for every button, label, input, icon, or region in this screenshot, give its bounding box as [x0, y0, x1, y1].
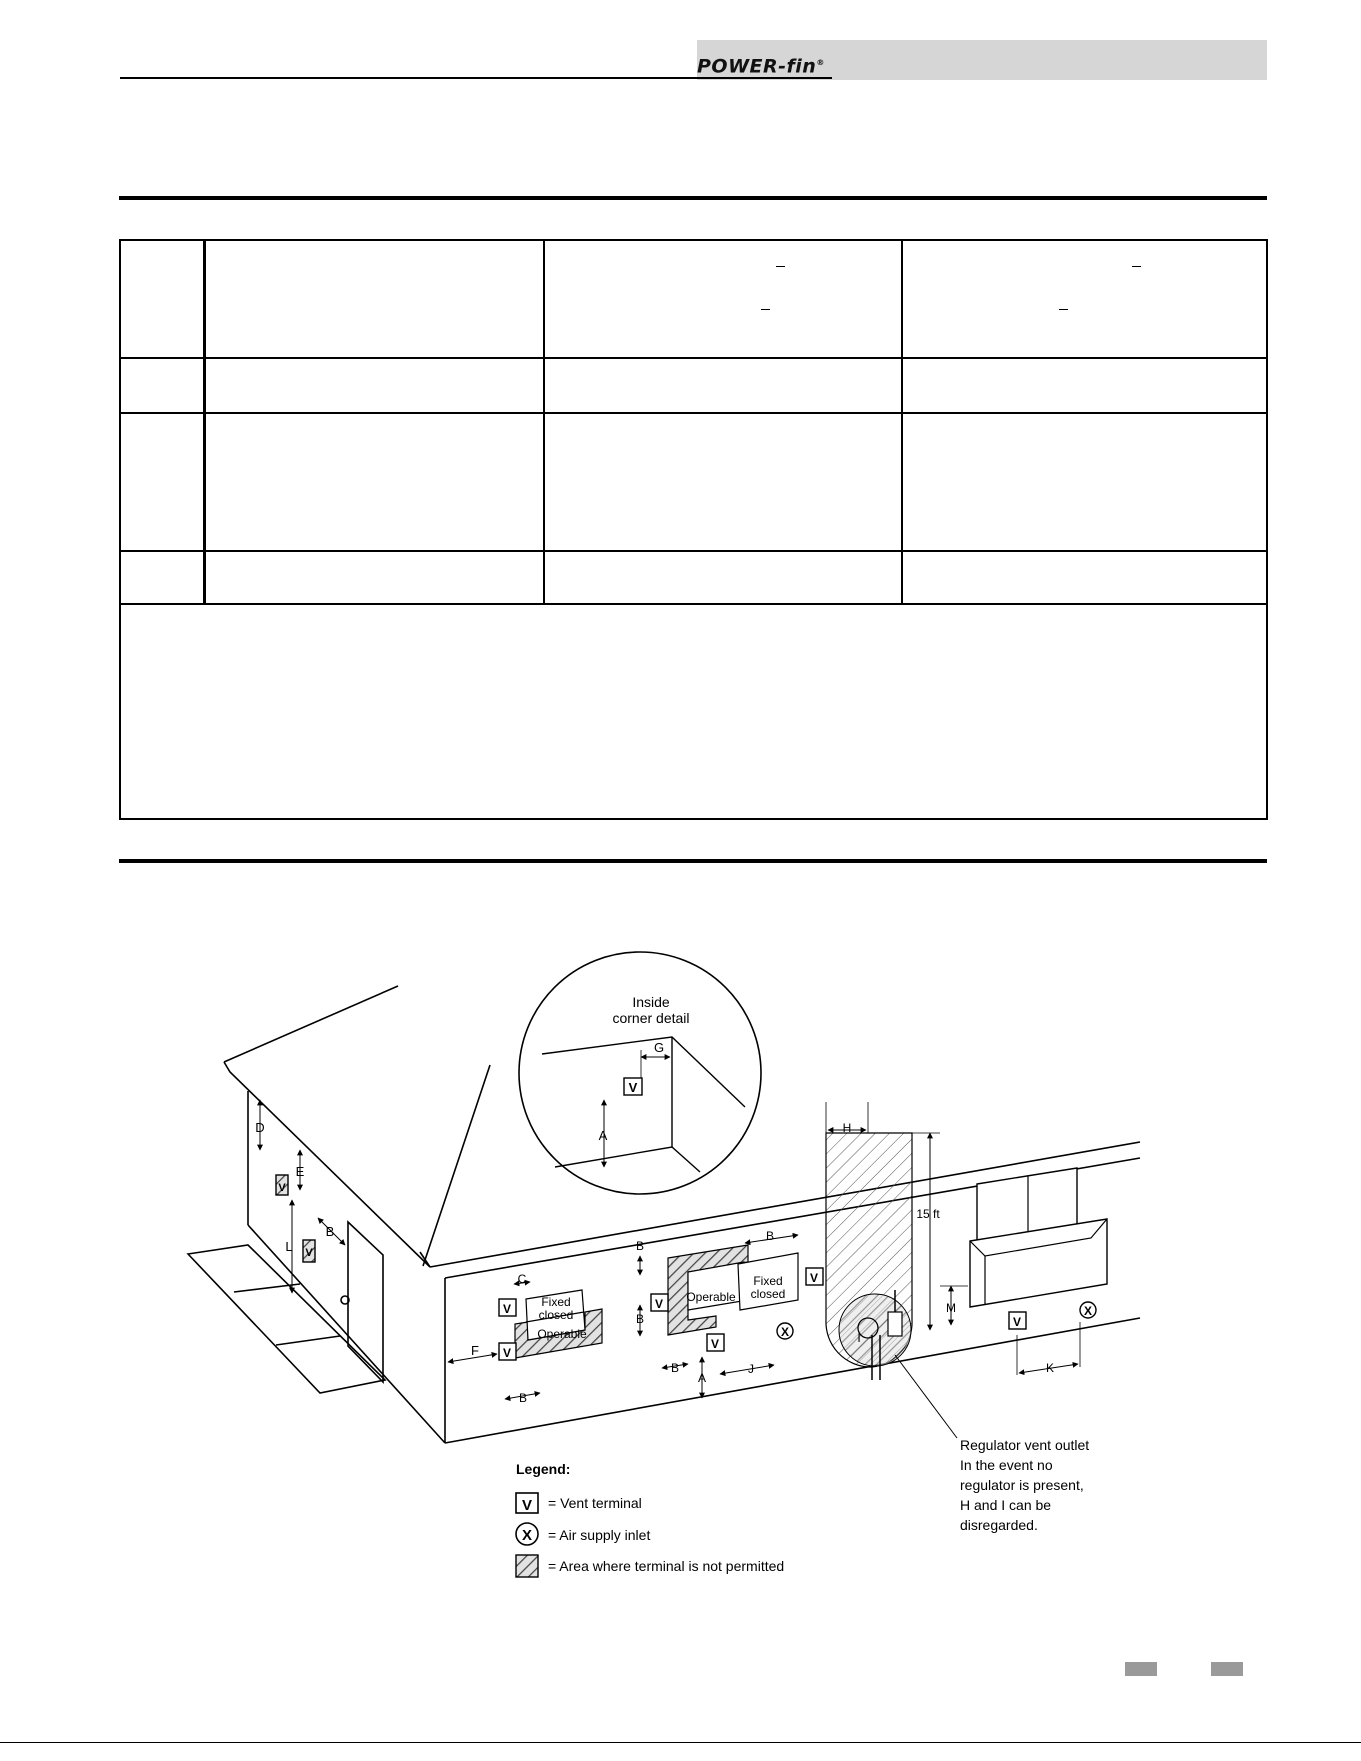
regulator-note	[960, 1437, 1089, 1533]
air-symbol: X	[1083, 1304, 1093, 1318]
label-h: H	[842, 1121, 852, 1135]
page-tab-left	[1125, 1662, 1157, 1676]
left-fixed-line2: closed	[538, 1308, 574, 1322]
regulator-note-line: regulator is present,	[960, 1477, 1084, 1493]
legend-vent-symbol: V	[521, 1497, 533, 1514]
vent-symbol: V	[809, 1271, 819, 1285]
legend-air-text: = Air supply inlet	[548, 1527, 651, 1543]
regulator-note-line: H and I can be	[960, 1497, 1052, 1513]
legend-air-symbol: X	[521, 1527, 533, 1544]
center-fixed-line1: Fixed	[753, 1274, 783, 1288]
label-f: F	[471, 1343, 479, 1358]
legend	[516, 1461, 784, 1577]
side-wall-dimensions	[255, 1100, 345, 1293]
vent-symbol: V	[654, 1297, 664, 1311]
label-b-top: B	[635, 1239, 645, 1253]
inset-title-line2: corner detail	[612, 1010, 690, 1026]
label-k: K	[1045, 1361, 1055, 1375]
label-l: L	[285, 1239, 293, 1254]
label-b-bottom: B	[670, 1361, 680, 1375]
center-operable: Operable	[686, 1290, 736, 1304]
regulator-note-line: Regulator vent outlet	[960, 1437, 1090, 1453]
right-window	[940, 1168, 1107, 1375]
bottom-rule	[0, 1742, 1361, 1743]
label-b-side: B	[325, 1224, 335, 1239]
center-fixed-line2: closed	[750, 1287, 786, 1301]
regulator-note-line: disregarded.	[960, 1517, 1038, 1533]
air-symbol: X	[780, 1325, 790, 1339]
label-m: M	[946, 1301, 956, 1315]
inside-corner-inset	[519, 952, 761, 1194]
label-a: A	[697, 1371, 707, 1385]
vent-symbol: V	[1012, 1315, 1022, 1329]
vent-symbol: V	[502, 1346, 512, 1360]
regulator-zone	[826, 1102, 957, 1438]
inset-vent-symbol: V	[628, 1080, 638, 1095]
label-d: D	[255, 1120, 265, 1135]
legend-vent-text: = Vent terminal	[548, 1495, 642, 1511]
label-e: E	[295, 1164, 305, 1179]
label-b-left: B	[518, 1391, 528, 1405]
side-vent-symbol: V	[278, 1182, 286, 1194]
label-c: C	[517, 1272, 527, 1286]
label-g: G	[653, 1040, 665, 1055]
legend-hatch-text: = Area where terminal is not permitted	[548, 1558, 785, 1574]
label-b-right: B	[765, 1229, 775, 1243]
label-b-mid: B	[635, 1312, 645, 1326]
registered-mark: ®	[816, 58, 825, 67]
label-15ft: 15 ft	[916, 1207, 940, 1221]
left-fixed-line1: Fixed	[541, 1295, 571, 1309]
legend-hatch-icon	[516, 1555, 538, 1577]
left-operable: Operable	[537, 1327, 587, 1341]
page-tab-right	[1211, 1662, 1243, 1676]
label-a-inset: A	[598, 1128, 608, 1143]
regulator-note-line: In the event no	[960, 1457, 1053, 1473]
label-i: I	[857, 1331, 861, 1345]
legend-title: Legend:	[516, 1461, 571, 1477]
label-j: J	[748, 1362, 754, 1376]
inset-title-line1: Inside	[632, 994, 670, 1010]
brand-name: POWER-fin	[697, 55, 817, 78]
side-vent-symbol-2: V	[305, 1247, 313, 1259]
vent-symbol: V	[502, 1302, 512, 1316]
center-window	[636, 1229, 823, 1398]
vent-symbol: V	[710, 1337, 720, 1351]
left-window	[448, 1272, 602, 1405]
